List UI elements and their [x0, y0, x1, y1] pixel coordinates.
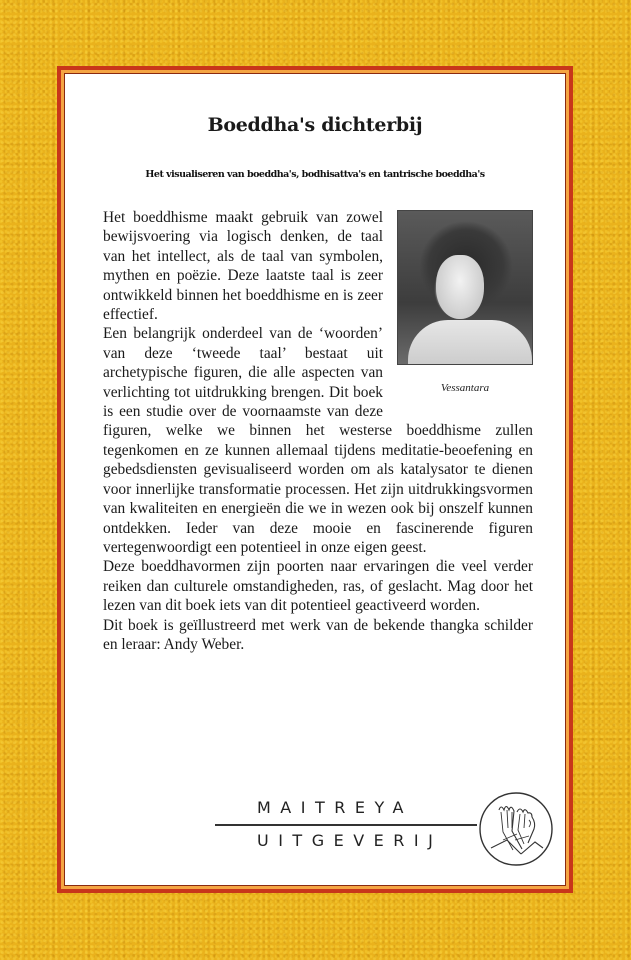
portrait-shirt [408, 320, 532, 364]
frame-inner-line [64, 73, 566, 886]
author-figure [393, 210, 533, 402]
publisher-logo [215, 778, 555, 868]
paragraph-3: Deze boeddhavormen zijn poorten naar ervaringen die veel verder reiken dan culturele omstandigheden, ras, of geslacht. Mag door het lezen van dit boek iets van dit potentieel geactiveerd worden. [103, 558, 533, 615]
author-portrait-photo [397, 210, 533, 365]
frame-band [61, 70, 569, 889]
cover-frame [57, 66, 573, 893]
logo-rule [215, 824, 477, 826]
back-cover-page [65, 74, 565, 885]
book-title: Boeddha's dichterbij [207, 114, 423, 136]
book-subtitle: Het visualiseren van boeddha's, bodhisattva's en tantrische boeddha's [145, 169, 485, 180]
photo-caption: Vessantara [440, 382, 490, 394]
paragraph-2: Een belangrijk onderdeel van de ‘woorden’ van deze ‘tweede taal’ bestaat uit archetypische figuren, die alle aspecten van verlichting tot uitdrukking brengen. Dit boek is een studie over de voornaamste van deze figuren, welke we binnen het westerse boeddhisme zullen tegenkomen en ze kunnen allemaal tijdens meditatie-beoefening en gebedsdiensten gevisualiseerd worden om als katalysator te dienen voor innerlijke transformatie processen. Het zijn uitdrukkingsvormen van kwaliteiten en energieën die we in wezen ook bij onszelf kunnen ontdekken. Ieder van deze mooie en fascinerende figuren vertegenwoordigt een potentieel in onze eigen geest. [103, 325, 533, 556]
portrait-face [436, 255, 484, 319]
blurb-text [103, 208, 533, 654]
paragraph-1: Het boeddhisme maakt gebruik van zowel bewijsvoering via logisch denken, de taal van het intellect, als de taal van symbolen, mythen en poëzie. Deze laatste taal is zeer ontwikkeld binnen het boeddhisme en is zeer effectief. [103, 209, 383, 324]
publisher-name: MAITREYA [257, 798, 413, 817]
publisher-subname: UITGEVERIJ [257, 831, 443, 850]
paragraph-4: Dit boek is geïllustreerd met werk van de bekende thangka schilder en leraar: Andy Weber. [103, 616, 533, 653]
praying-hands-icon [477, 790, 555, 868]
